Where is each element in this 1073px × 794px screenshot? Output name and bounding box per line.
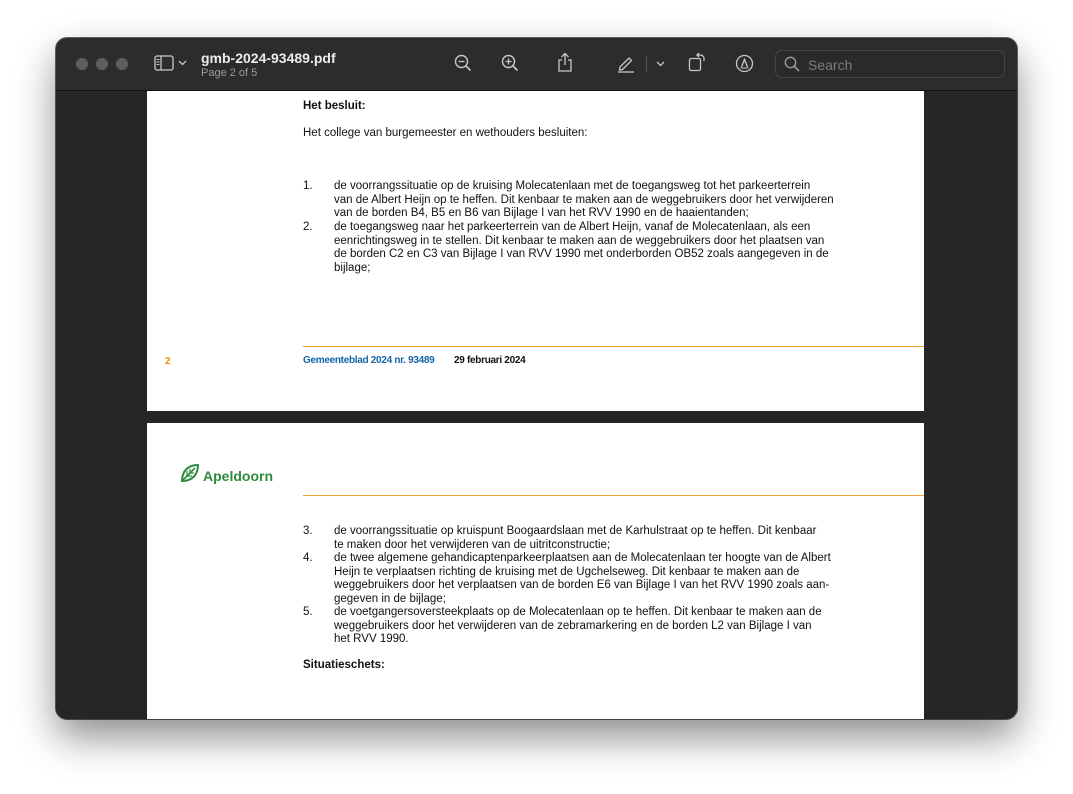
- list-item-line: van de Albert Heijn op te heffen. Dit kenbaar te maken aan de weggebruikers door het verwijderen: [334, 193, 834, 206]
- chevron-down-icon[interactable]: [178, 60, 187, 66]
- list-item-line: de toegangsweg naar het parkeerterrein van de Albert Heijn, vanaf de Molecatenlaan, als een: [334, 221, 811, 233]
- zoom-window-button[interactable]: [116, 58, 128, 70]
- list-item: [334, 552, 882, 606]
- zoom-out-icon[interactable]: [454, 54, 472, 72]
- list-item-line: te maken door het verwijderen van de uitritconstructie;: [334, 538, 611, 551]
- footer-gazette: Gemeenteblad 2024 nr. 93489: [303, 355, 435, 366]
- list-item-line: de borden C2 en C3 van Bijlage I van RVV 1990 met onderborden OB52 zoals aangegeven in de: [334, 248, 829, 261]
- list-item-line: het RVV 1990.: [334, 633, 409, 646]
- chevron-down-icon[interactable]: [656, 61, 665, 67]
- footer-page-number: 2: [165, 356, 171, 367]
- page-indicator: Page 2 of 5: [201, 67, 258, 79]
- list-item: [334, 221, 882, 275]
- list-item-line: weggebruikers door het verplaatsen van de borden E6 van Bijlage I van het RVV 1990 zoals aan-: [334, 579, 830, 592]
- annotate-icon[interactable]: [735, 54, 754, 73]
- leaf-logo-icon: [180, 463, 200, 488]
- toolbar-divider: [646, 56, 647, 72]
- minimize-window-button[interactable]: [96, 58, 108, 70]
- list-item: [334, 606, 882, 647]
- search-input[interactable]: [806, 54, 1000, 76]
- document-title: gmb-2024-93489.pdf: [201, 50, 336, 66]
- list-item-line: de twee algemene gehandicaptenparkeerplaatsen aan de Molecatenlaan ter hoogte van de Albert: [334, 552, 831, 564]
- list-item-line: de voetgangersoversteekplaats op de Molecatenlaan op te heffen. Dit kenbaar te maken aan de: [334, 606, 822, 618]
- logo-text: Apeldoorn: [203, 467, 273, 484]
- list-item-line: de voorrangssituatie op kruispunt Boogaardslaan met de Karhulstraat op te heffen. Dit kenbaar: [334, 525, 817, 537]
- footer-date: 29 februari 2024: [454, 355, 526, 366]
- list-item-line: de voorrangssituatie op de kruising Molecatenlaan met de toegangsweg tot het parkeerterrein: [334, 180, 811, 192]
- search-field[interactable]: [775, 50, 1005, 78]
- list-item: [334, 180, 882, 221]
- rotate-icon[interactable]: [688, 52, 706, 72]
- apeldoorn-logo: [180, 463, 273, 488]
- list-number: 2.: [303, 221, 313, 233]
- close-window-button[interactable]: [76, 58, 88, 70]
- zoom-in-icon[interactable]: [501, 54, 519, 72]
- list-number: 3.: [303, 525, 313, 537]
- preview-window: [56, 38, 1017, 719]
- share-icon[interactable]: [557, 52, 573, 73]
- document-viewport[interactable]: [56, 91, 1017, 719]
- section-heading: Situatieschets:: [303, 659, 385, 671]
- list-number: 4.: [303, 552, 313, 564]
- list-number: 5.: [303, 606, 313, 618]
- section-heading: Het besluit:: [303, 100, 366, 112]
- list-item-line: van de borden B4, B5 en B6 van Bijlage I van het RVV 1990 en de haaientanden;: [334, 207, 749, 220]
- list-item-line: weggebruikers door het verwijderen van de zebramarkering en de borden L2 van Bijlage I van: [334, 619, 812, 632]
- paragraph: Het college van burgemeester en wethouders besluiten:: [303, 127, 588, 139]
- list-item-line: gegeven in de bijlage;: [334, 592, 446, 605]
- search-icon: [784, 56, 800, 77]
- list-number: 1.: [303, 180, 313, 192]
- title-bar: [56, 38, 1017, 91]
- pdf-page: [147, 423, 924, 719]
- header-rule: [303, 495, 924, 496]
- footer-rule: [303, 346, 924, 347]
- sidebar-icon[interactable]: [154, 55, 174, 71]
- list-item-line: eenrichtingsweg in te stellen. Dit kenbaar te maken aan de weggebruikers door het plaatsen van: [334, 234, 825, 247]
- list-item: [334, 525, 882, 552]
- pdf-page: [147, 91, 924, 411]
- list-item-line: bijlage;: [334, 261, 371, 274]
- list-item-line: Heijn te verplaatsen richting de kruising met de Ugchelseweg. Dit kenbaar te maken aan de: [334, 565, 800, 578]
- markup-pen-icon[interactable]: [616, 53, 636, 73]
